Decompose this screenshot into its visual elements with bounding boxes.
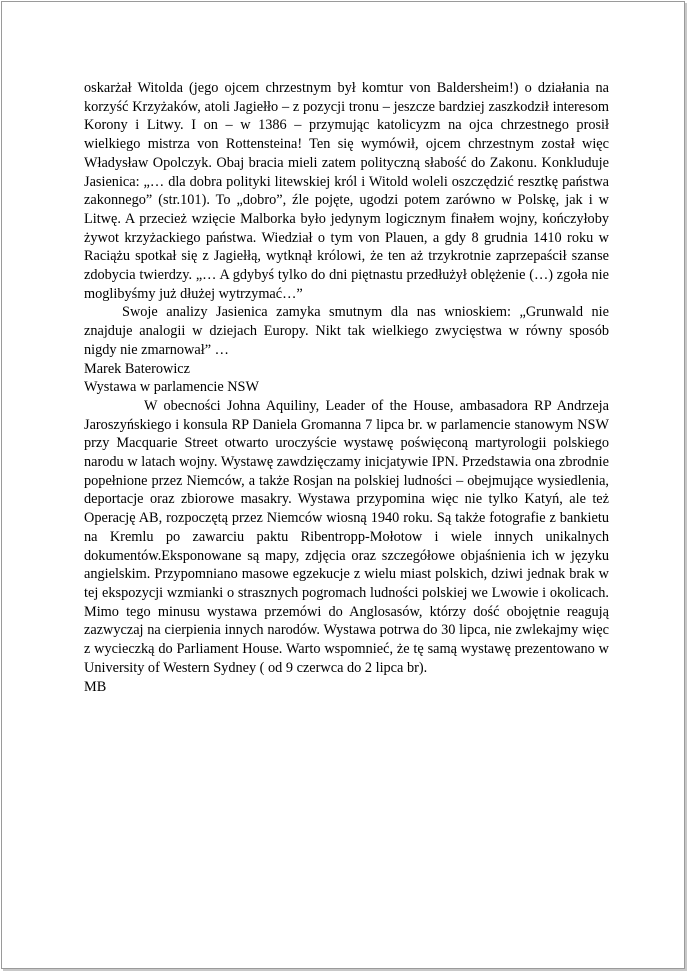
article-paragraph: W obecności Johna Aquiliny, Leader of the House, ambasadora RP Andrzeja Jaroszyńskiego i konsula RP Daniela Gromanna 7 lipca br. w parlamencie stanowym NSW przy Macquarie Street otwarto uroczyście wystawę poświęconą martyrologii polskiego narodu w latach wojny. Wystawę zawdzięczamy inicjatywie IPN. Przedstawia ona zbrodnie popełnione przez Niemców, a także Rosjan na polskiej ludności – obejmujące wysiedlenia, deportacje oraz zbiorowe masakry. Wystawa przypomina więc nie tylko Katyń, ale też Operację AB, rozpoczętą przez Niemców wiosną 1940 roku. Są także fotografie z bankietu na Kremlu po zawarciu paktu Ribentropp-Mołotow i wiele innych unikalnych dokumentów.Eksponowane są mapy, zdjęcia oraz szczegółowe objaśnienia ich w języku angielskim. Przypomniano masowe egzekucje z wielu miast polskich, dziwi jednak brak w tej ekspozycji wzmianki o strasznych pogromach ludności polskiej we Lwowie i okolicach. Mimo tego minusu wystawa przemówi do Anglosasów, którzy dość obojętnie reagują zazwyczaj na cierpienia innych narodów. Wystawa potrwa do 30 lipca, nie zwlekajmy więc z wycieczką do Parliament House. Warto wspomnieć, że tę samą wystawę prezentowano w University of Western Sydney ( od 9 czerwca do 2 lipca br). (84, 397, 609, 676)
article-paragraph: oskarżał Witolda (jego ojcem chrzestnym był komtur von Baldersheim!) o działania na korzyść Krzyżaków, atoli Jagiełło – z pozycji tronu – jeszcze bardziej zaszkodził interesom Korony i Litwy. I on – w 1386 – przymując katolicyzm na ojca chrzestnego prosił wielkiego mistrza von Rottensteina! Ten się wymówił, ojcem chrzestnym został więc Władysław Opolczyk. Obaj bracia mieli zatem polityczną słabość do Zakonu. Konkluduje Jasienica: „… dla dobra polityki litewskiej król i Witold woleli oszczędzić resztkę państwa zakonnego” (str.101). To „dobro”, źle pojęte, ugodzi potem zarówno w Polskę, jak i w Litwę. A przecież wzięcie Malborka było jedynym logicznym finałem wojny, kończyłoby żywot krzyżackiego państwa. Wiedział o tym von Plauen, a gdy 8 grudnia 1410 roku w Raciążu spotkał się z Jagiełłą, wytknął królowi, że ten aż trzykrotnie zaprzepaścił szanse zdobycia twierdzy. „… A gdybyś tylko do dni piętnastu przedłużył oblężenie (…) zgoła nie moglibyśmy już dłużej wytrzymać…” (84, 80, 609, 302)
article-title: Wystawa w parlamencie NSW (84, 379, 260, 396)
article-paragraph: Swoje analizy Jasienica zamyka smutnym dla nas wnioskiem: „Grunwald nie znajduje analogii w dziejach Europy. Nikt tak wielkiego zwycięstwa w równy sposób nigdy nie zmarnował” … (84, 304, 609, 358)
author-initials: MB (84, 678, 107, 695)
author-signature: Marek Baterowicz (84, 360, 190, 377)
document-page (1, 1, 685, 969)
page-content (84, 79, 609, 696)
